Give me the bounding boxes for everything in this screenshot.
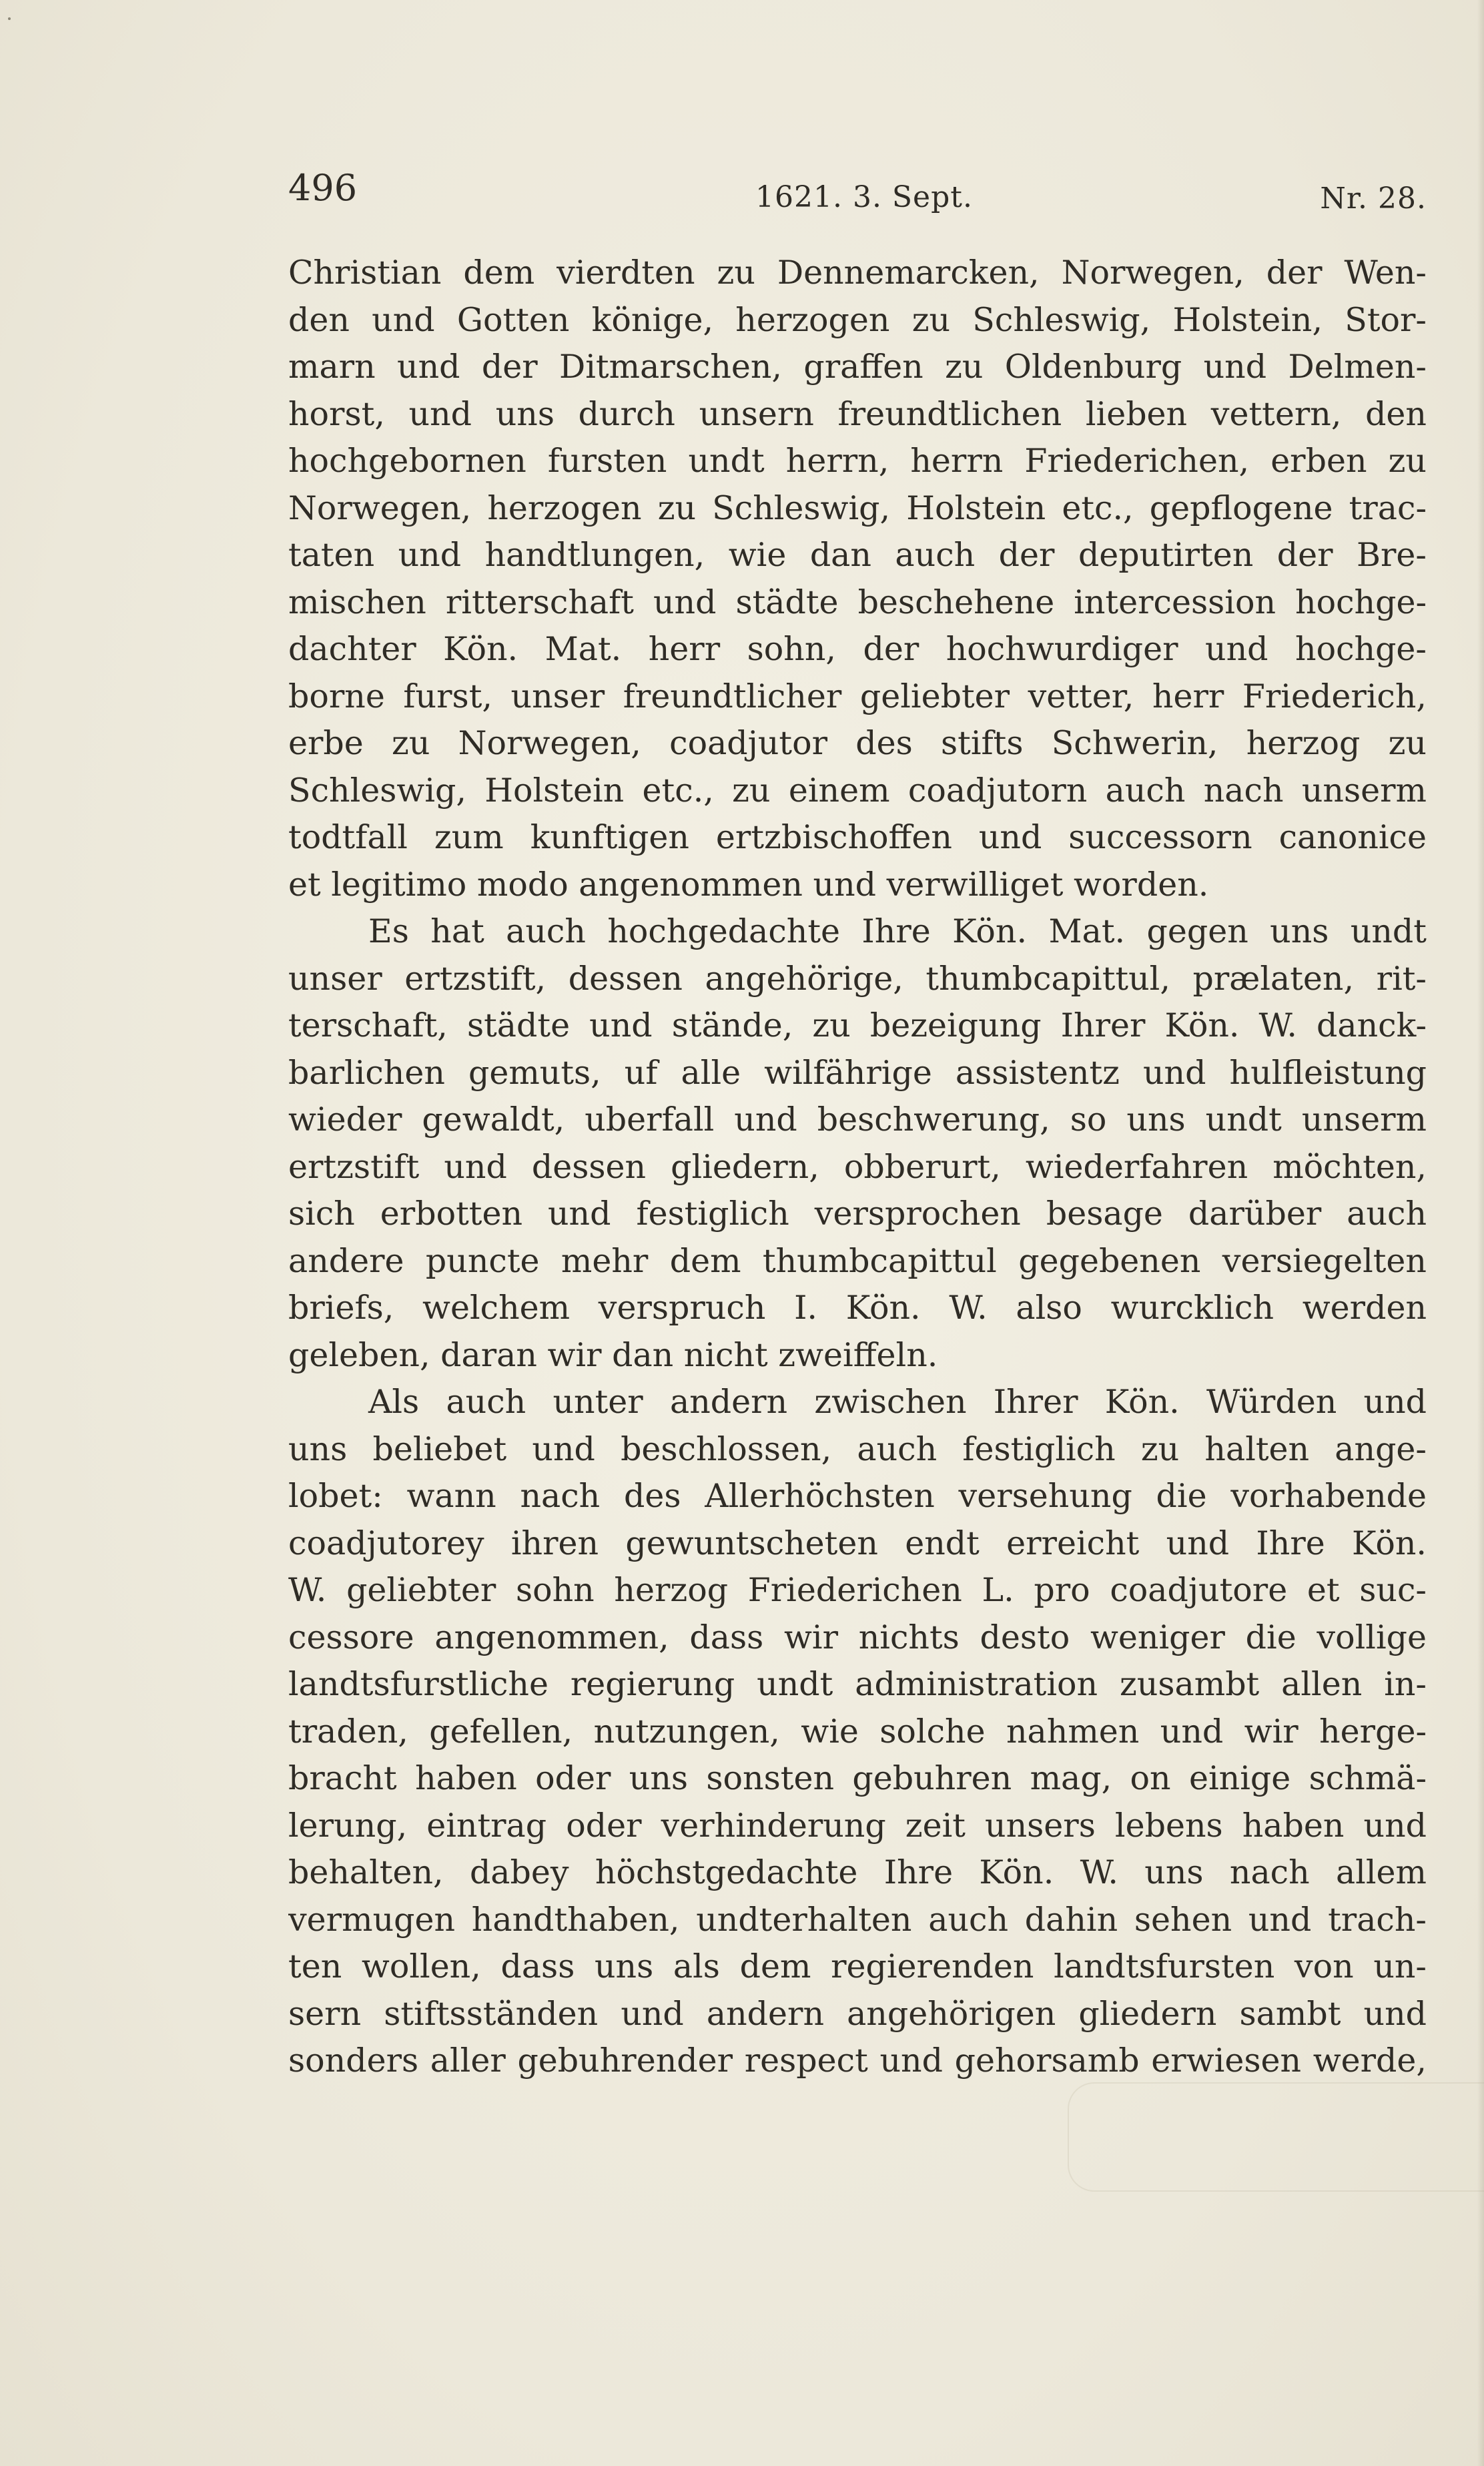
- text-line: et legitimo modo angenommen und verwilliget worden.: [288, 865, 1209, 904]
- text-line: marn und der Ditmarschen, graffen zu Oldenburg und Delmen-: [288, 348, 1427, 386]
- body-text: [288, 250, 1427, 2085]
- document-number: Nr. 28.: [1320, 182, 1427, 216]
- text-line: taten und handtlungen, wie dan auch der deputirten der Bre-: [288, 536, 1427, 574]
- text-line: barlichen gemuts, uf alle wilfährige assistentz und hulfleistung: [288, 1053, 1427, 1092]
- text-line: W. geliebter sohn herzog Friederichen L. pro coadjutore et suc-: [288, 1571, 1427, 1609]
- text-line: cessore angenommen, dass wir nichts desto weniger die vollige: [288, 1618, 1427, 1656]
- text-line: coadjutorey ihren gewuntscheten endt erreicht und Ihre Kön.: [288, 1524, 1427, 1562]
- text-line: lobet: wann nach des Allerhöchsten versehung die vorhabende: [288, 1477, 1427, 1515]
- running-header: [288, 160, 1427, 214]
- text-line: den und Gotten könige, herzogen zu Schleswig, Holstein, Stor-: [288, 300, 1427, 339]
- text-line: unser ertzstift, dessen angehörige, thumbcapittul, prælaten, rit-: [288, 959, 1427, 998]
- text-line: Schleswig, Holstein etc., zu einem coadjutorn auch nach unserm: [288, 771, 1427, 810]
- text-line: mischen ritterschaft und städte beschehene intercession hochge-: [288, 583, 1427, 621]
- text-line: dachter Kön. Mat. herr sohn, der hochwurdiger und hochge-: [288, 630, 1427, 668]
- text-line: Norwegen, herzogen zu Schleswig, Holstein etc., gepflogene trac-: [288, 489, 1427, 527]
- text-line: lerung, eintrag oder verhinderung zeit unsers lebens haben und: [288, 1806, 1427, 1845]
- text-line: Es hat auch hochgedachte Ihre Kön. Mat. gegen uns undt: [368, 912, 1427, 950]
- text-line: wieder gewaldt, uberfall und beschwerung, so uns undt unserm: [288, 1101, 1427, 1139]
- paper-speck: [8, 17, 11, 20]
- text-line: bracht haben oder uns sonsten gebuhren mag, on einige schmä-: [288, 1759, 1427, 1797]
- text-line: horst, und uns durch unsern freundtlichen lieben vettern, den: [288, 394, 1427, 433]
- text-line: todtfall zum kunftigen ertzbischoffen und successorn canonice: [288, 818, 1427, 856]
- text-line: behalten, dabey höchstgedachte Ihre Kön. W. uns nach allem: [288, 1853, 1427, 1891]
- text-line: Christian dem vierdten zu Dennemarcken, Norwegen, der Wen-: [288, 254, 1427, 292]
- text-line: landtsfurstliche regierung undt administration zusambt allen in-: [288, 1665, 1427, 1703]
- text-line: uns beliebet und beschlossen, auch festiglich zu halten ange-: [288, 1430, 1427, 1468]
- text-line: traden, gefellen, nutzungen, wie solche nahmen und wir herge-: [288, 1712, 1427, 1751]
- text-line: Als auch unter andern zwischen Ihrer Kön. Würden und: [368, 1383, 1427, 1421]
- text-line: sich erbotten und festiglich versprochen besage darüber auch: [288, 1195, 1427, 1233]
- text-line: briefs, welchem verspruch I. Kön. W. also wurcklich werden: [288, 1289, 1427, 1327]
- text-line: andere puncte mehr dem thumbcapittul gegebenen versiegelten: [288, 1241, 1427, 1280]
- text-line: vermugen handthaben, undterhalten auch dahin sehen und trach-: [288, 1900, 1427, 1939]
- text-line: borne furst, unser freundtlicher geliebter vetter, herr Friederich,: [288, 677, 1427, 715]
- text-line: ertzstift und dessen gliedern, obberurt, wiederfahren möchten,: [288, 1147, 1427, 1186]
- paper-stain: [1068, 2082, 1484, 2192]
- text-line: hochgebornen fursten undt herrn, herrn Friederichen, erben zu: [288, 442, 1427, 480]
- text-line: sonders aller gebuhrender respect und gehorsamb erwiesen werde,: [288, 2042, 1427, 2080]
- text-line: geleben, daran wir dan nicht zweiffeln.: [288, 1335, 938, 1374]
- text-line: ten wollen, dass uns als dem regierenden landtsfursten von un-: [288, 1947, 1427, 1985]
- text-line: erbe zu Norwegen, coadjutor des stifts Schwerin, herzog zu: [288, 724, 1427, 762]
- page-number: 496: [288, 167, 358, 209]
- text-line: terschaft, städte und stände, zu bezeigung Ihrer Kön. W. danck-: [288, 1006, 1427, 1044]
- text-line: sern stiftsständen und andern angehörigen gliedern sambt und: [288, 1994, 1427, 2033]
- header-date: 1621. 3. Sept.: [755, 180, 973, 214]
